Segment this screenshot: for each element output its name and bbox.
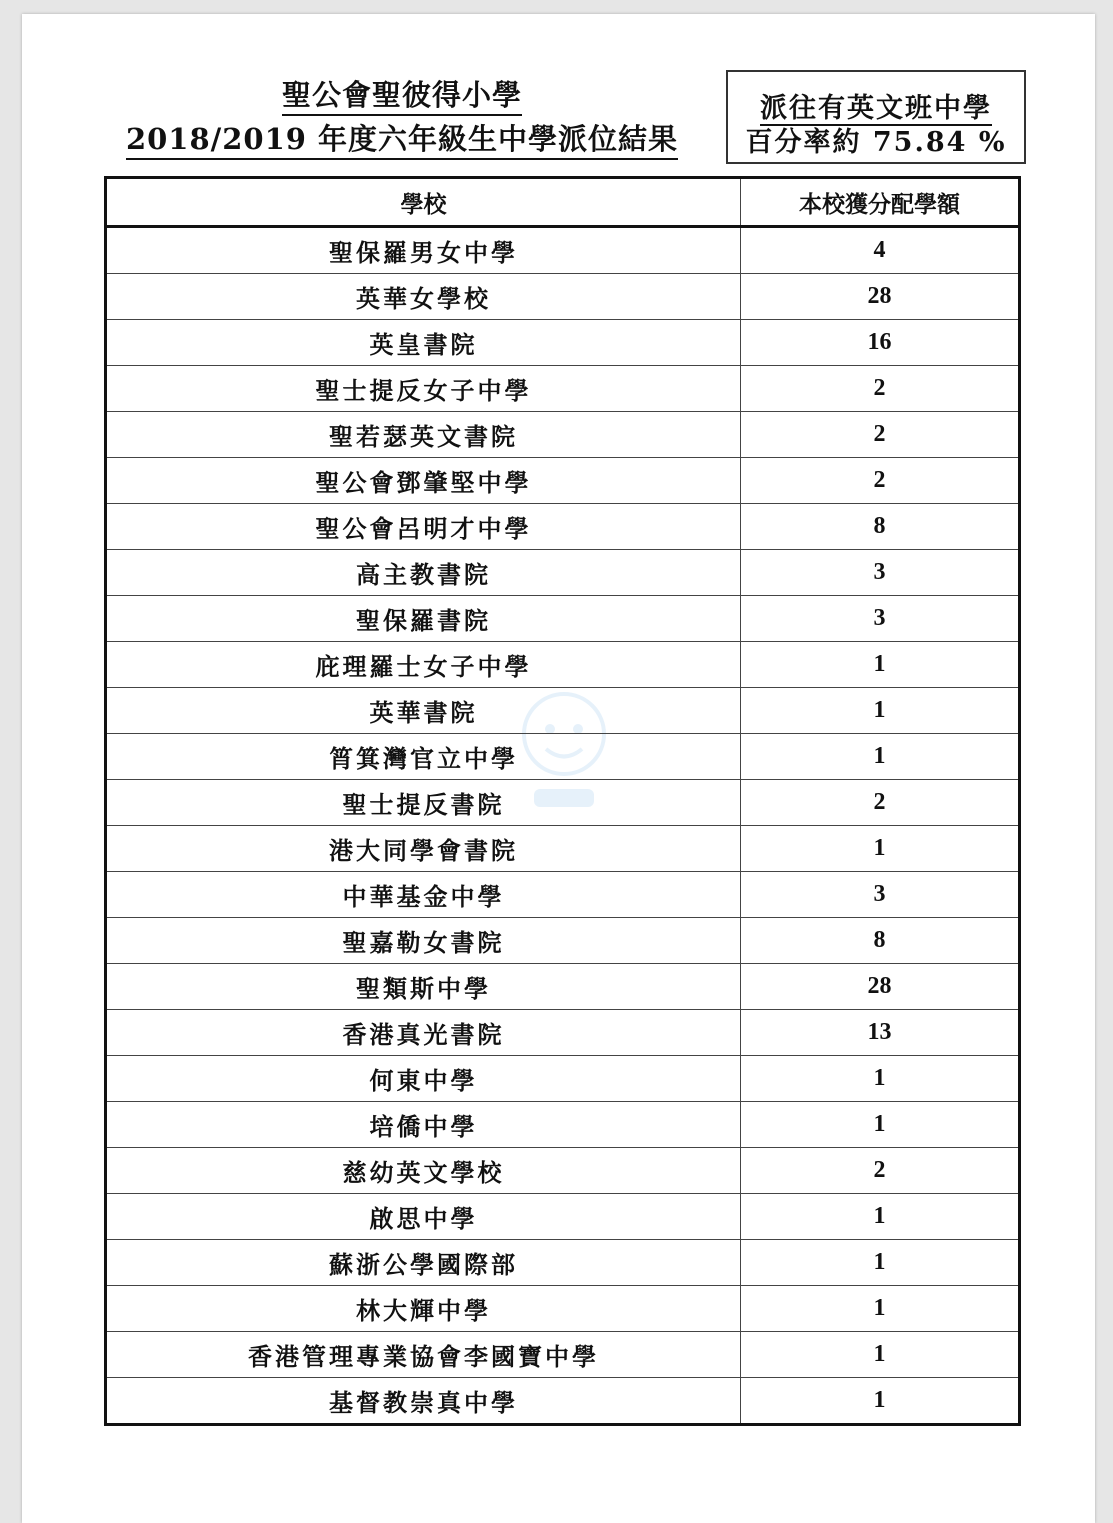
school-name-cell: 聖公會鄧肇堅中學 xyxy=(106,458,741,504)
table-row xyxy=(106,780,1020,826)
table-row xyxy=(106,1378,1020,1425)
allocated-places-cell: 1 xyxy=(741,1056,1020,1102)
table-row xyxy=(106,642,1020,688)
school-title: 聖公會聖彼得小學 xyxy=(282,76,522,116)
allocation-results-table xyxy=(104,176,1021,1426)
school-name-cell: 聖若瑟英文書院 xyxy=(106,412,741,458)
allocated-places-cell: 1 xyxy=(741,688,1020,734)
school-name-cell: 中華基金中學 xyxy=(106,872,741,918)
table-body xyxy=(106,227,1020,1425)
table-row xyxy=(106,826,1020,872)
table-row xyxy=(106,227,1020,274)
table-row xyxy=(106,1148,1020,1194)
document-page xyxy=(22,14,1095,1523)
table-row xyxy=(106,918,1020,964)
table-row xyxy=(106,872,1020,918)
table-row xyxy=(106,550,1020,596)
allocated-places-cell: 3 xyxy=(741,596,1020,642)
count-column-header: 本校獲分配學額 xyxy=(741,178,1020,227)
school-name-cell: 聖士提反女子中學 xyxy=(106,366,741,412)
allocated-places-cell: 1 xyxy=(741,1286,1020,1332)
table-row xyxy=(106,688,1020,734)
allocated-places-cell: 16 xyxy=(741,320,1020,366)
school-name-cell: 英華女學校 xyxy=(106,274,741,320)
school-name-cell: 基督教崇真中學 xyxy=(106,1378,741,1425)
allocated-places-cell: 2 xyxy=(741,1148,1020,1194)
allocated-places-cell: 8 xyxy=(741,918,1020,964)
school-name-cell: 培僑中學 xyxy=(106,1102,741,1148)
allocated-places-cell: 1 xyxy=(741,1194,1020,1240)
table-row xyxy=(106,1102,1020,1148)
table-row xyxy=(106,412,1020,458)
allocated-places-cell: 1 xyxy=(741,1240,1020,1286)
school-name-cell: 港大同學會書院 xyxy=(106,826,741,872)
table-row xyxy=(106,366,1020,412)
table-row xyxy=(106,964,1020,1010)
allocated-places-cell: 13 xyxy=(741,1010,1020,1056)
school-name-cell: 聖類斯中學 xyxy=(106,964,741,1010)
table-row xyxy=(106,734,1020,780)
school-name-cell: 筲箕灣官立中學 xyxy=(106,734,741,780)
allocated-places-cell: 2 xyxy=(741,458,1020,504)
school-name-cell: 啟思中學 xyxy=(106,1194,741,1240)
table-row xyxy=(106,320,1020,366)
table-row xyxy=(106,1286,1020,1332)
school-name-cell: 庇理羅士女子中學 xyxy=(106,642,741,688)
school-name-cell: 聖保羅書院 xyxy=(106,596,741,642)
allocated-places-cell: 1 xyxy=(741,1378,1020,1425)
school-name-cell: 高主教書院 xyxy=(106,550,741,596)
school-name-cell: 香港管理專業協會李國寶中學 xyxy=(106,1332,741,1378)
stat-percentage: 百分率約 75.84 % xyxy=(745,127,1007,158)
english-class-percentage-box xyxy=(726,70,1026,164)
result-title: 2018/2019 年度六年級生中學派位結果 xyxy=(126,120,678,160)
allocated-places-cell: 28 xyxy=(741,964,1020,1010)
school-name-cell: 慈幼英文學校 xyxy=(106,1148,741,1194)
table-row xyxy=(106,1332,1020,1378)
allocated-places-cell: 8 xyxy=(741,504,1020,550)
allocated-places-cell: 28 xyxy=(741,274,1020,320)
allocated-places-cell: 1 xyxy=(741,642,1020,688)
table-row xyxy=(106,1056,1020,1102)
school-name-cell: 林大輝中學 xyxy=(106,1286,741,1332)
table-header-row xyxy=(106,178,1020,227)
allocated-places-cell: 2 xyxy=(741,412,1020,458)
school-name-cell: 聖士提反書院 xyxy=(106,780,741,826)
stat-label: 派往有英文班中學 xyxy=(760,93,992,124)
school-name-cell: 聖嘉勒女書院 xyxy=(106,918,741,964)
school-name-cell: 聖公會呂明才中學 xyxy=(106,504,741,550)
table-row xyxy=(106,596,1020,642)
table-row xyxy=(106,1240,1020,1286)
allocated-places-cell: 1 xyxy=(741,826,1020,872)
table-row xyxy=(106,1194,1020,1240)
table-row xyxy=(106,458,1020,504)
allocated-places-cell: 4 xyxy=(741,227,1020,274)
school-name-cell: 英華書院 xyxy=(106,688,741,734)
allocated-places-cell: 1 xyxy=(741,1102,1020,1148)
title-block xyxy=(122,76,682,160)
school-name-cell: 蘇浙公學國際部 xyxy=(106,1240,741,1286)
school-name-cell: 聖保羅男女中學 xyxy=(106,227,741,274)
school-column-header: 學校 xyxy=(106,178,741,227)
allocated-places-cell: 3 xyxy=(741,872,1020,918)
allocated-places-cell: 1 xyxy=(741,1332,1020,1378)
school-name-cell: 英皇書院 xyxy=(106,320,741,366)
allocated-places-cell: 1 xyxy=(741,734,1020,780)
school-name-cell: 何東中學 xyxy=(106,1056,741,1102)
table-row xyxy=(106,1010,1020,1056)
school-name-cell: 香港真光書院 xyxy=(106,1010,741,1056)
allocated-places-cell: 2 xyxy=(741,366,1020,412)
allocated-places-cell: 2 xyxy=(741,780,1020,826)
allocated-places-cell: 3 xyxy=(741,550,1020,596)
table-row xyxy=(106,504,1020,550)
table-row xyxy=(106,274,1020,320)
